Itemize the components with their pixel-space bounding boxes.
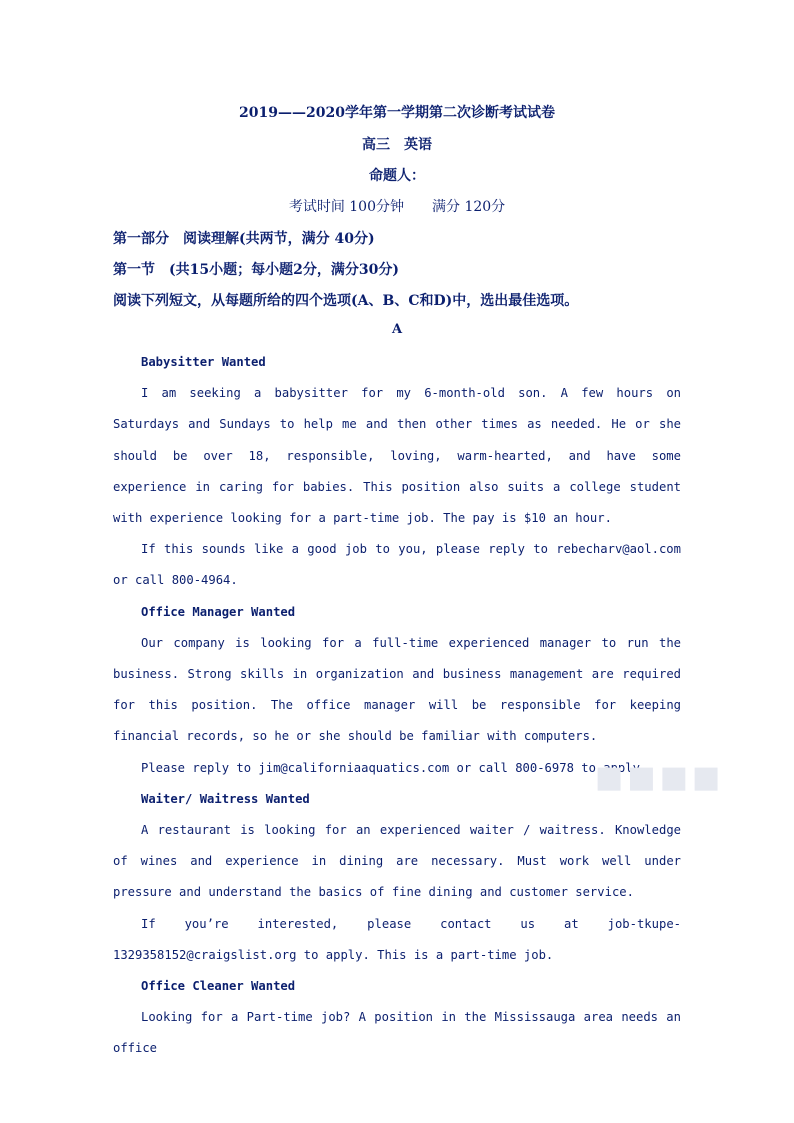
part-heading: 第一部分 阅读理解(共两节，满分 40分) — [113, 231, 375, 247]
exam-title: 2019——2020学年第一学期第二次诊断考试试卷 — [239, 105, 555, 121]
author-label: 命题人： — [369, 168, 425, 184]
exam-subject: 高三 英语 — [362, 137, 432, 153]
ad-title: Babysitter Wanted — [141, 355, 266, 369]
ad-paragraph: Looking for a Part-time job? A position in the Mississauga area needs an office — [113, 1010, 681, 1056]
ad-paragraph: If this sounds like a good job to you, please reply to rebecharv@aol.com or call 800-4964. — [113, 542, 681, 588]
instruction-text: 阅读下列短文，从每题所给的四个选项(A、B、C和D)中，选出最佳选项。 — [113, 293, 579, 309]
passage-body — [113, 347, 681, 1065]
exam-time-info: 考试时间 100分钟 满分 120分 — [288, 199, 506, 215]
ad-title: Office Cleaner Wanted — [141, 979, 296, 994]
ad-title: Waiter/ Waitress Wanted — [141, 791, 310, 806]
ad-paragraph: If you’re interested, please contact us at job-tkupe-1329358152@craigslist.org to apply. This is a part-time job. — [113, 916, 681, 962]
ad-paragraph: I am seeking a babysitter for my 6-month-old son. A few hours on Saturdays and Sundays to help me and then other times as needed. He or she should be over 18, responsible, loving, warm-hearted, and have some experience in caring for babies. This position also suits a college student with experience looking for a part-time job. The pay is $10 an hour. — [113, 386, 681, 526]
section-heading: 第一节 (共15小题；每小题2分，满分30分) — [113, 262, 399, 278]
watermark-glyphs: ■■■■ — [595, 760, 725, 795]
ad-title: Office Manager Wanted — [141, 604, 296, 619]
ad-paragraph: Our company is looking for a full-time experienced manager to run the business. Strong skills in organization and business management are required for this position. The office manager will be responsible for keeping financial records, so he or she should be familiar with computers. — [113, 635, 681, 744]
ad-paragraph: A restaurant is looking for an experienced waiter / waitress. Knowledge of wines and experience in dining are necessary. Must work well under pressure and understand the basics of fine dining and customer service. — [113, 823, 681, 900]
ad-paragraph: Please reply to jim@californiaaquatics.com or call 800-6978 to apply. — [141, 760, 648, 775]
passage-letter: A — [391, 322, 403, 337]
